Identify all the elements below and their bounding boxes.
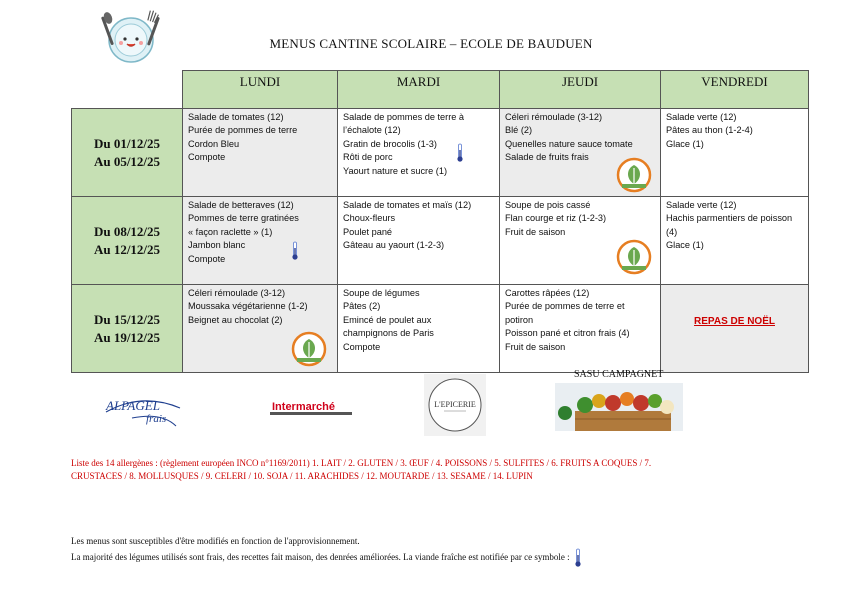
note-line: Les menus sont susceptibles d'être modifiés en fonction de l'approvisionnement. <box>71 536 360 546</box>
dish: Salade de pommes de terre à <box>343 112 465 122</box>
week-to: Au 12/12/25 <box>93 241 161 257</box>
dish: Pâtes (2) <box>343 301 381 312</box>
alpagel-tagline: frais <box>146 413 167 425</box>
week-from: Du 08/12/25 <box>93 223 161 239</box>
dish: Rôti de porc <box>343 152 393 163</box>
footer-notes <box>71 535 582 568</box>
dish: Hachis parmentiers de poisson <box>666 213 793 224</box>
alpagel-logo <box>102 388 182 432</box>
menu-cell-w3-lundi <box>183 285 338 373</box>
intermarche-name: Intermarché <box>272 401 335 413</box>
week-row-1 <box>72 109 809 197</box>
vegetable-crate-image <box>555 383 683 431</box>
thermometer-icon <box>291 241 299 261</box>
dish: Glace (1) <box>666 138 704 149</box>
menu-cell-w2-vendredi <box>661 197 809 285</box>
dish: Salade verte (12) <box>666 200 737 210</box>
allergen-line: CRUSTACES / 8. MOLLUSQUES / 9. CELERI / 10. SOJA / 11. ARACHIDES / 12. MOUTARDE / 13. SESAME / 14. LUPIN <box>71 470 533 481</box>
dish: Emincé de poulet aux <box>343 314 432 325</box>
dish: Soupe de légumes <box>343 288 420 298</box>
dish: Salade de betteraves (12) <box>188 200 294 210</box>
menu-cell-w2-mardi <box>338 197 500 285</box>
dish: Soupe de pois cassé <box>505 200 591 210</box>
day-header-lundi: LUNDI <box>183 71 338 109</box>
dish: Poisson pané et citron frais (4) <box>505 328 630 339</box>
dish: Compote <box>188 152 226 163</box>
dish: Beignet au chocolat (2) <box>188 314 283 325</box>
dish: Purée de pommes de terre <box>188 125 298 136</box>
thermometer-icon <box>574 548 582 568</box>
week-from: Du 01/12/25 <box>93 135 161 151</box>
week-dates-3 <box>72 285 183 373</box>
week-row-3 <box>72 285 809 373</box>
menu-table <box>71 70 809 373</box>
week-to: Au 19/12/25 <box>93 329 161 345</box>
dish: Salade de tomates et maïs (12) <box>343 200 472 210</box>
week-row-2 <box>72 197 809 285</box>
dish: Fruit de saison <box>505 226 566 237</box>
dish: Salade de tomates (12) <box>188 112 284 122</box>
note-line-with-icon <box>71 548 582 568</box>
dish: Salade de fruits frais <box>505 152 589 163</box>
dish: Poulet pané <box>343 226 393 237</box>
dish: Cordon Bleu <box>188 138 240 149</box>
dish: Compote <box>343 341 381 352</box>
week-dates-2 <box>72 197 183 285</box>
dish: Moussaka végétarienne (1-2) <box>188 301 308 312</box>
dish: l’échalote (12) <box>343 125 401 136</box>
day-header-mardi: MARDI <box>338 71 500 109</box>
menu-cell-w1-vendredi <box>661 109 809 197</box>
dish: Glace (1) <box>666 240 704 251</box>
dish: Gratin de brocolis (1-3) <box>343 138 437 149</box>
corner-blank <box>72 71 183 109</box>
dish: Choux-fleurs <box>343 213 396 224</box>
dish: champignons de Paris <box>343 328 434 339</box>
allergen-list <box>71 457 771 482</box>
campagnet-name: SASU CAMPAGNET <box>574 369 664 380</box>
menu-cell-w2-jeudi <box>500 197 661 285</box>
menu-cell-w1-mardi <box>338 109 500 197</box>
menu-cell-w3-mardi <box>338 285 500 373</box>
dish: Quenelles nature sauce tomate <box>505 138 633 149</box>
note-text: La majorité des légumes utilisés sont frais, des recettes fait maison, des denrées améliorées. La viande fraîche est notifiée par ce symbole : <box>71 551 570 562</box>
menu-cell-w2-lundi <box>183 197 338 285</box>
allergen-line: Liste des 14 allergènes : (règlement européen INCO n°1169/2011) 1. LAIT / 2. GLUTEN / 3. ŒUF / 4. POISSONS / 5. SULFITES / 6. FRUITS A COQUES / 7. <box>71 458 652 468</box>
dish: Céleri rémoulade (3-12) <box>188 288 286 298</box>
dish: Flan courge et riz (1-2-3) <box>505 213 607 224</box>
week-to: Au 05/12/25 <box>93 153 161 169</box>
dish: Yaourt nature et sucre (1) <box>343 165 448 176</box>
dish: Jambon blanc <box>188 240 246 251</box>
dish: Gâteau au yaourt (1-2-3) <box>343 240 445 251</box>
organic-leaf-icon <box>616 157 652 193</box>
christmas-meal-label: REPAS DE NOËL <box>694 316 775 327</box>
menu-cell-w1-lundi <box>183 109 338 197</box>
week-from: Du 15/12/25 <box>93 311 161 327</box>
page-title: MENUS CANTINE SCOLAIRE – ECOLE DE BAUDUEN <box>269 36 593 51</box>
dish: potiron <box>505 314 534 325</box>
dish: Compote <box>188 253 226 264</box>
dish: Pâtes au thon (1-2-4) <box>666 125 753 136</box>
day-header-vendredi: VENDREDI <box>661 71 809 109</box>
dish: Purée de pommes de terre et <box>505 301 625 312</box>
dish: Céleri rémoulade (3-12) <box>505 112 603 122</box>
epicerie-logo <box>424 374 486 436</box>
intermarche-logo <box>270 398 352 418</box>
thermometer-icon <box>456 143 464 163</box>
menu-cell-w3-jeudi <box>500 285 661 373</box>
epicerie-name: L'EPICERIE <box>434 400 476 409</box>
dish: Pommes de terre gratinées <box>188 213 299 224</box>
organic-leaf-icon <box>291 331 327 367</box>
dish: (4) <box>666 226 678 237</box>
organic-leaf-icon <box>616 239 652 275</box>
week-dates-1 <box>72 109 183 197</box>
day-header-jeudi: JEUDI <box>500 71 661 109</box>
dish: Fruit de saison <box>505 341 566 352</box>
alpagel-name: ALPAGEL <box>106 398 160 413</box>
day-header-row <box>72 71 809 109</box>
menu-cell-w3-vendredi <box>661 285 809 373</box>
dish: Salade verte (12) <box>666 112 737 122</box>
dish: Carottes râpées (12) <box>505 288 590 298</box>
dish: « façon raclette » (1) <box>188 226 273 237</box>
menu-cell-w1-jeudi <box>500 109 661 197</box>
dish: Blé (2) <box>505 125 533 136</box>
